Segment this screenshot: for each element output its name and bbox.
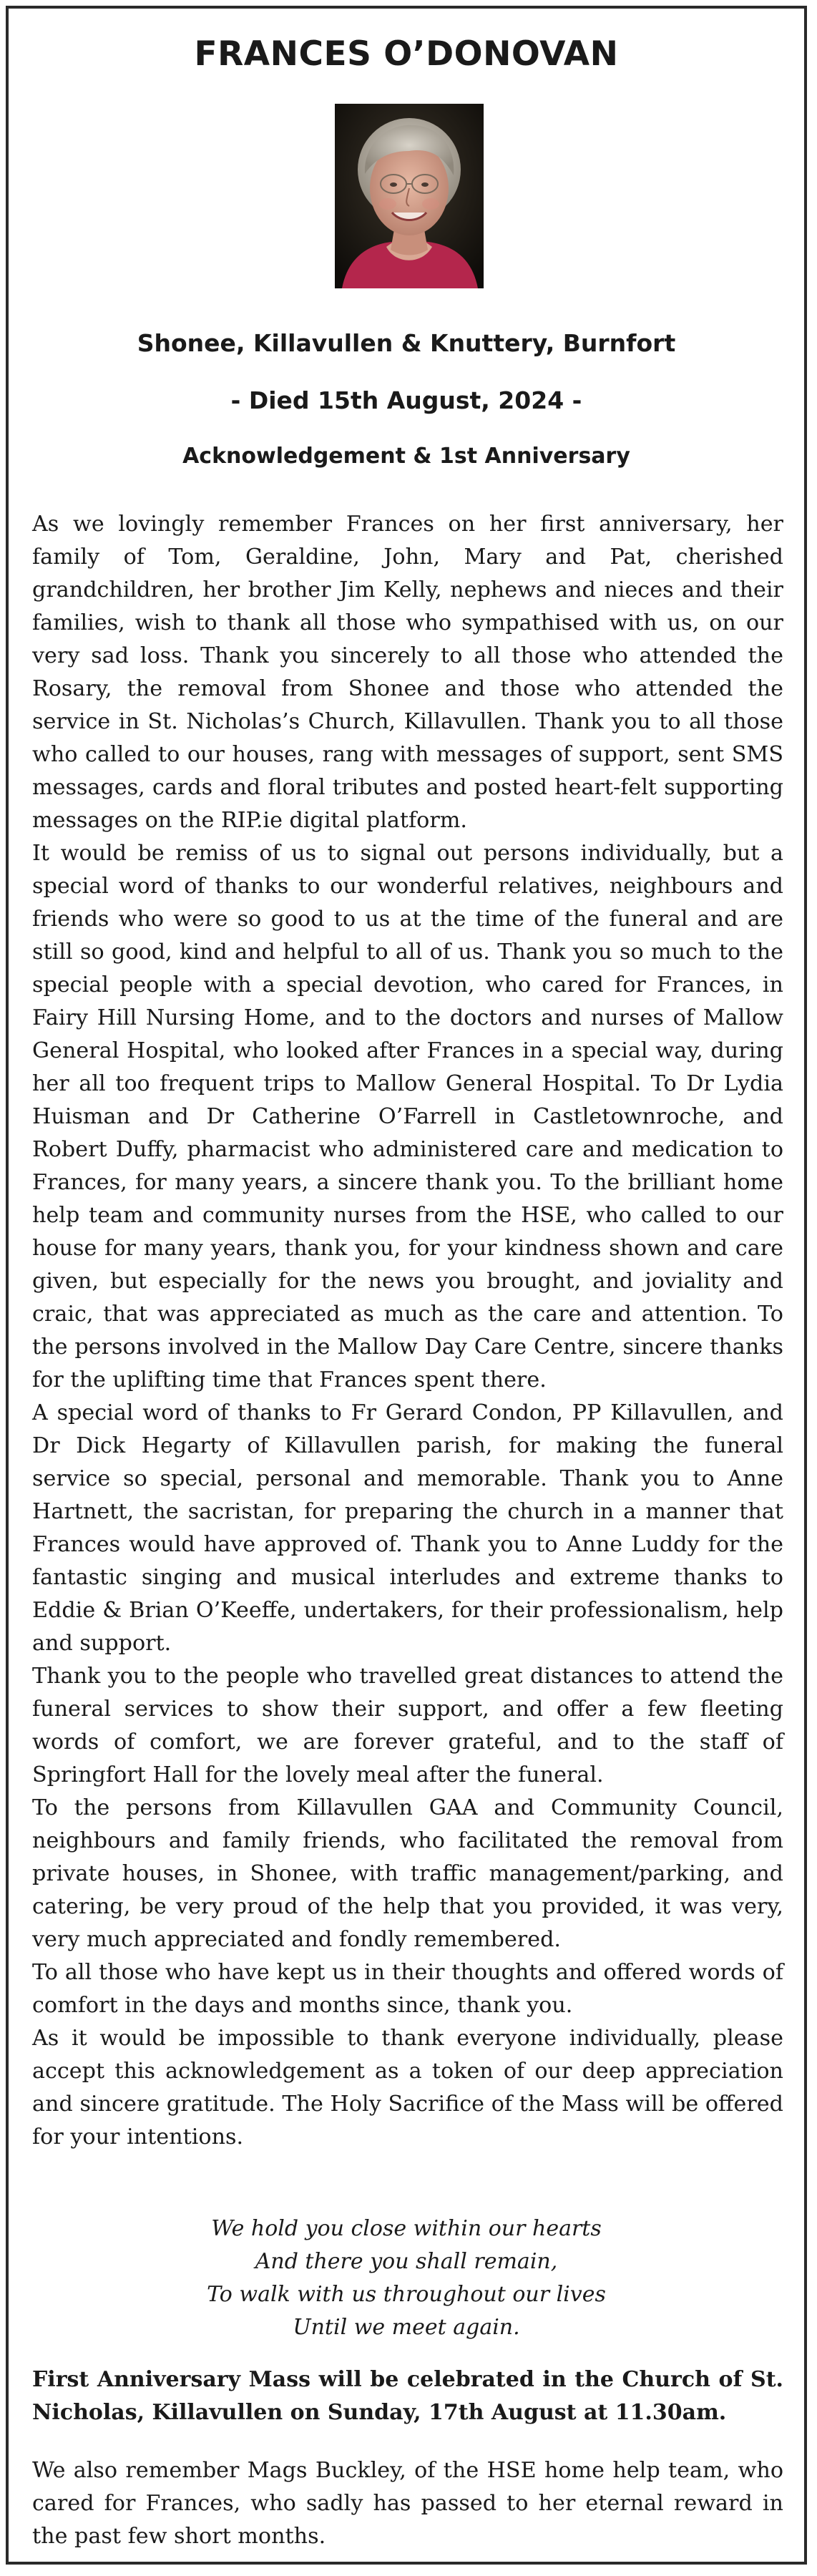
deceased-name: FRANCES O’DONOVAN: [194, 34, 619, 74]
memorial-verse: [9, 2212, 804, 2344]
portrait-photo: [335, 104, 484, 288]
anniversary-mass-notice: First Anniversary Mass will be celebrated in the Church of St. Nicholas, Killavullen on Sunday, 17th August at 11.30am.: [32, 2367, 783, 2425]
portrait-image: [335, 104, 484, 288]
verse-line: And there you shall remain,: [255, 2249, 558, 2274]
paragraph: As it would be impossible to thank everyone individually, please accept this acknowledgement as a token of our deep appreciation and sincere gratitude. The Holy Sacrifice of the Mass will be offered for your intentions.: [32, 2026, 783, 2150]
date-of-death: - Died 15th August, 2024 -: [230, 386, 582, 414]
paragraph: A special word of thanks to Fr Gerard Condon, PP Killavullen, and Dr Dick Hegarty of Killavullen parish, for making the funeral service so special, personal and memorable. Thank you to Anne Hartnett, the sacristan, for preparing the church in a manner that Frances would have approved of. Thank you to Anne Luddy for the fantastic singing and musical interludes and extreme thanks to Eddie & Brian O’Keeffe, undertakers, for their professionalism, help and support.: [32, 1400, 783, 1656]
remembrance-paragraph: We also remember Mags Buckley, of the HSE home help team, who cared for Frances, who sadly has passed to her eternal reward in the past few short months.: [32, 2458, 783, 2549]
paragraph: To the persons from Killavullen GAA and Community Council, neighbours and family friends, who facilitated the removal from private houses, in Shonee, with traffic management/parking, and catering, be very proud of the help that you provided, it was very, very much appreciated and fondly remembered.: [32, 1795, 783, 1952]
paragraph: As we lovingly remember Frances on her first anniversary, her family of Tom, Geraldine, John, Mary and Pat, cherished grandchildren, her brother Jim Kelly, nephews and nieces and their families, wish to thank all those who sympathised with us, on our very sad loss. Thank you sincerely to all those who attended the Rosary, the removal from Shonee and those who attended the service in St. Nicholas’s Church, Killavullen. Thank you to all those who called to our houses, rang with messages of support, sent SMS messages, cards and floral tributes and posted heart-felt supporting messages on the RIP.ie digital platform.: [32, 512, 783, 833]
notice-heading: Acknowledgement & 1st Anniversary: [182, 444, 630, 469]
paragraph: It would be remiss of us to signal out persons individually, but a special word of thanks to our wonderful relatives, neighbours and friends who were so good to us at the time of the funeral and are still so good, kind and helpful to all of us. Thank you so much to the special people with a special devotion, who cared for Frances, in Fairy Hill Nursing Home, and to the doctors and nurses of Mallow General Hospital, who looked after Frances in a special way, during her all too frequent trips to Mallow General Hospital. To Dr Lydia Huisman and Dr Catherine O’Farrell in Castletownroche, and Robert Duffy, pharmacist who administered care and medication to Frances, for many years, a sincere thank you. To the brilliant home help team and community nurses from the HSE, who called to our house for many years, thank you, for your kindness shown and care given, but especially for the news you brought, and joviality and craic, that was appreciated as much as the care and attention. To the persons involved in the Mallow Day Care Centre, sincere thanks for the uplifting time that Frances spent there.: [32, 841, 783, 1392]
notice-frame: [6, 6, 807, 2565]
acknowledgement-body: [32, 508, 783, 2154]
verse-line: We hold you close within our hearts: [211, 2216, 602, 2241]
paragraph: Thank you to the people who travelled great distances to attend the funeral services to show their support, and offer a few fleeting words of comfort, we are forever grateful, and to the staff of Springfort Hall for the lovely meal after the funeral.: [32, 1664, 783, 1787]
verse-line: Until we meet again.: [293, 2315, 520, 2340]
verse-line: To walk with us throughout our lives: [207, 2282, 606, 2307]
location-line: Shonee, Killavullen & Knuttery, Burnfort: [137, 329, 676, 357]
paragraph: To all those who have kept us in their thoughts and offered words of comfort in the days and months since, thank you.: [32, 1960, 783, 2018]
